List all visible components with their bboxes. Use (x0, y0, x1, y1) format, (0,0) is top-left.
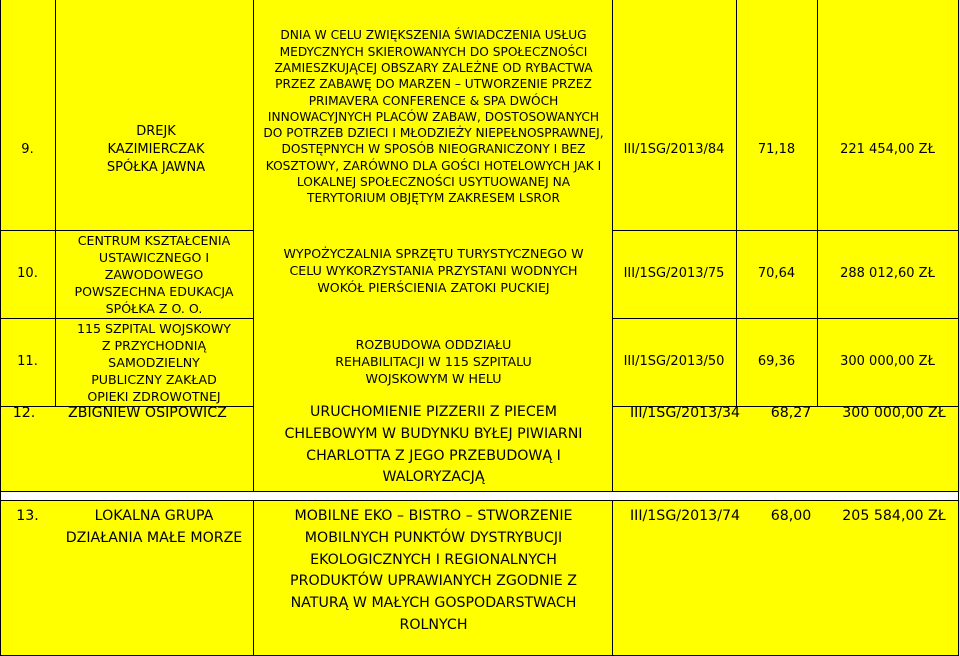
table-row-code: III/1SG/2013/74 (629, 508, 741, 524)
table-row-score: 68,27 (770, 405, 812, 422)
table-row-code: III/1SG/2013/50 (623, 353, 725, 369)
table-row-project-title: DNIA W CELU ZWIĘKSZENIA ŚWIADCZENIA USŁUG MEDYCZNYCH SKIEROWANYCH DO SPOŁECZNOŚCI ZAMIESZKUJĄCEJ OBSZARY ZALEŻNE OD RYBACTWA PRZEZ ZABAWĘ DO MARZEN – UTWORZENIE PRZEZ PRIMAVERA CONFERENCE & SPA DWÓCH INNOWACYJNYCH PLACÓW ZABAW, DOSTOSOWANYCH DO POTRZEB DZIECI I MŁODZIEŻY NIEPEŁNOSPRAWNEJ, DOSTĘPNYCH W SPOSÓB NIEOGRANICZONY I BEZ KOSZTOWY, ZARÓWNO DLA GOŚCI HOTELOWYCH JAK I LOKALNEJ SPOŁECZNOŚCI USYTUOWANEJ NA TERYTORIUM OBJĘTYM ZAKRESEM LSROR (263, 28, 604, 206)
table-row-score: 68,00 (770, 508, 812, 524)
grid-line (253, 0, 254, 491)
table-row-score: 71,18 (757, 141, 796, 157)
grid-line (0, 491, 959, 492)
grid-line (0, 500, 959, 501)
table-row-amount: 288 012,60 ZŁ (840, 265, 935, 281)
table-row-number: 11. (17, 353, 38, 369)
table-row-number: 9. (21, 141, 34, 157)
table-row-number: 12. (12, 405, 36, 422)
table-row-score: 70,64 (757, 265, 796, 281)
table-row-code: III/1SG/2013/34 (629, 405, 741, 422)
table-row-score: 69,36 (757, 353, 796, 369)
table-row-applicant: CENTRUM KSZTAŁCENIA USTAWICZNEGO I ZAWODOWEGO POWSZECHNA EDUKACJA SPÓŁKA Z O. O. (74, 232, 234, 316)
table-row-amount: 205 584,00 ZŁ (842, 508, 946, 524)
table-row-project-title: ROZBUDOWA ODDZIAŁU REHABILITACJI W 115 SZPITALU WOJSKOWYM W HELU (335, 336, 532, 386)
table-row-applicant: LOKALNA GRUPA DZIAŁANIA MAŁE MORZE (65, 508, 243, 546)
row-separator-gap (0, 491, 960, 500)
table-row-amount: 221 454,00 ZŁ (840, 141, 935, 157)
table-row-project-title: MOBILNE EKO – BISTRO – STWORZENIE MOBILNYCH PUNKTÓW DYSTRYBUCJI EKOLOGICZNYCH I REGIONALNYCH PRODUKTÓW UPRAWIANYCH ZGODNIE Z NATURĄ W MAŁYCH GOSPODARSTWACH ROLNYCH (290, 508, 577, 633)
table-row-amount: 300 000,00 ZŁ (840, 353, 935, 369)
table-row-number: 10. (17, 265, 38, 281)
table-row-amount: 300 000,00 ZŁ (842, 405, 946, 422)
table-row-number: 13. (16, 508, 39, 524)
table-row-project-title: URUCHOMIENIE PIZZERII Z PIECEM CHLEBOWYM W BUDYNKU BYŁEJ PIWIARNI CHARLOTTA Z JEGO PRZEBUDOWĄ I WALORYZACJĄ (284, 404, 583, 486)
grid-line (958, 0, 959, 656)
table-row-applicant: 115 SZPITAL WOJSKOWY Z PRZYCHODNIĄ SAMODZIELNY PUBLICZNY ZAKŁAD OPIEKI ZDROWOTNEJ (76, 320, 232, 404)
table-row-code: III/1SG/2013/75 (623, 265, 725, 281)
grid-line (253, 500, 254, 656)
table-row-applicant: ZBIGNIEW OSIPOWICZ (68, 405, 227, 422)
table-row-applicant: DREJK KAZIMIERCZAK SPÓŁKA JAWNA (106, 124, 206, 175)
table-row-project-title: WYPOŻYCZALNIA SPRZĘTU TURYSTYCZNEGO W CELU WYKORZYSTANIA PRZYSTANI WODNYCH WOKÓŁ PIERŚCIENIA ZATOKI PUCKIEJ (283, 245, 584, 295)
table-row-code: III/1SG/2013/84 (623, 141, 725, 157)
